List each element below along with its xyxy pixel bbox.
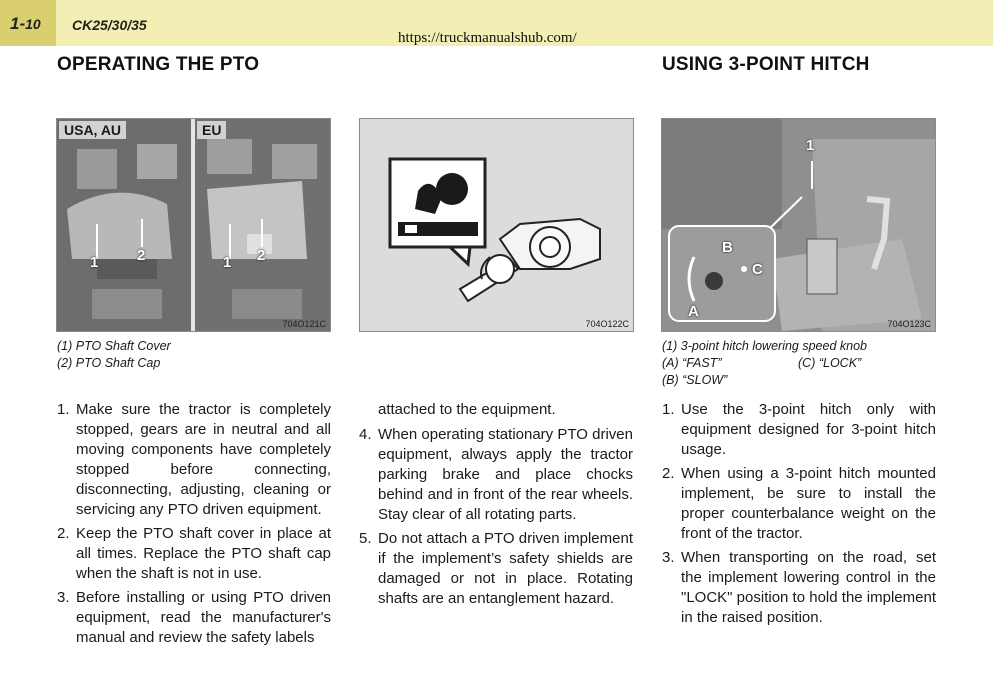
list-item: 2. When using a 3-point hitch mounted implement, be sure to install the proper counterbalance weight on the front of the tractor. <box>662 465 936 542</box>
pto-photo-illustration <box>57 119 330 331</box>
pto-figure-caption <box>57 338 171 372</box>
caption-fast: (A) “FAST” <box>662 356 722 370</box>
list-item: 5. Do not attach a PTO driven implement if the implement’s safety shields are damaged or not in place. Rotating shafts are an entanglement hazard. <box>359 530 633 607</box>
pto-steps-list-cont <box>359 425 633 613</box>
caption-line: (2) PTO Shaft Cap <box>57 356 161 370</box>
pto-section-title: OPERATING THE PTO <box>57 54 260 75</box>
pto-warning-figure <box>359 118 634 332</box>
caption-lock: (C) “LOCK” <box>798 356 862 370</box>
caption-line: (1) PTO Shaft Cover <box>57 339 171 353</box>
list-item: 1. Use the 3-point hitch only with equipment designed for 3-point hitch usage. <box>662 401 936 458</box>
caption-slow: (B) “SLOW” <box>662 373 728 387</box>
pto-photo-figure <box>56 118 331 332</box>
region-label-eu: EU <box>197 121 226 139</box>
callout-b: B <box>722 239 733 256</box>
hitch-photo-illustration <box>662 119 935 331</box>
pto-step3-continued: attached to the equipment. <box>378 401 556 418</box>
page-number: 1-10 <box>10 14 41 33</box>
list-item: 3. When transporting on the road, set the implement lowering control in the "LOCK" position to hold the implement in the raised position. <box>662 549 936 626</box>
hitch-section-title: USING 3-POINT HITCH <box>662 54 870 75</box>
callout-c: C <box>752 261 763 278</box>
callout-1-right: 1 <box>223 254 232 271</box>
hitch-steps-list <box>662 400 936 632</box>
figure-code: 704O121C <box>282 319 326 329</box>
list-item: 3. Before installing or using PTO driven equipment, read the manufacturer's manual and review the safety labels <box>57 589 331 646</box>
callout-2-right: 2 <box>257 247 266 264</box>
figure-code: 704O122C <box>585 319 629 329</box>
entanglement-warning-illustration <box>360 119 633 331</box>
callout-1-left: 1 <box>90 254 99 271</box>
list-item: 1. Make sure the tractor is completely stopped, gears are in neutral and all moving components have completely stopped before connecting, disconnecting, adjusting, cleaning or servicing any PTO driven equipment. <box>57 401 331 518</box>
callout-1: 1 <box>806 137 815 154</box>
callout-2-left: 2 <box>137 247 146 264</box>
hitch-photo-figure <box>661 118 936 332</box>
figure-code: 704O123C <box>887 319 931 329</box>
list-item: 2. Keep the PTO shaft cover in place at all times. Replace the PTO shaft cap when the shaft is not in use. <box>57 525 331 582</box>
source-url[interactable]: https://truckmanualshub.com/ <box>398 30 577 46</box>
caption-line: (1) 3-point hitch lowering speed knob <box>662 339 867 353</box>
model-name: CK25/30/35 <box>72 17 147 33</box>
region-label-usa-au: USA, AU <box>59 121 126 139</box>
callout-a: A <box>688 303 699 320</box>
list-item: 4. When operating stationary PTO driven equipment, always apply the tractor parking brake and place chocks behind and in front of the rear wheels. Stay clear of all rotating parts. <box>359 426 633 523</box>
pto-steps-list <box>57 400 331 652</box>
hitch-figure-caption <box>662 338 934 389</box>
